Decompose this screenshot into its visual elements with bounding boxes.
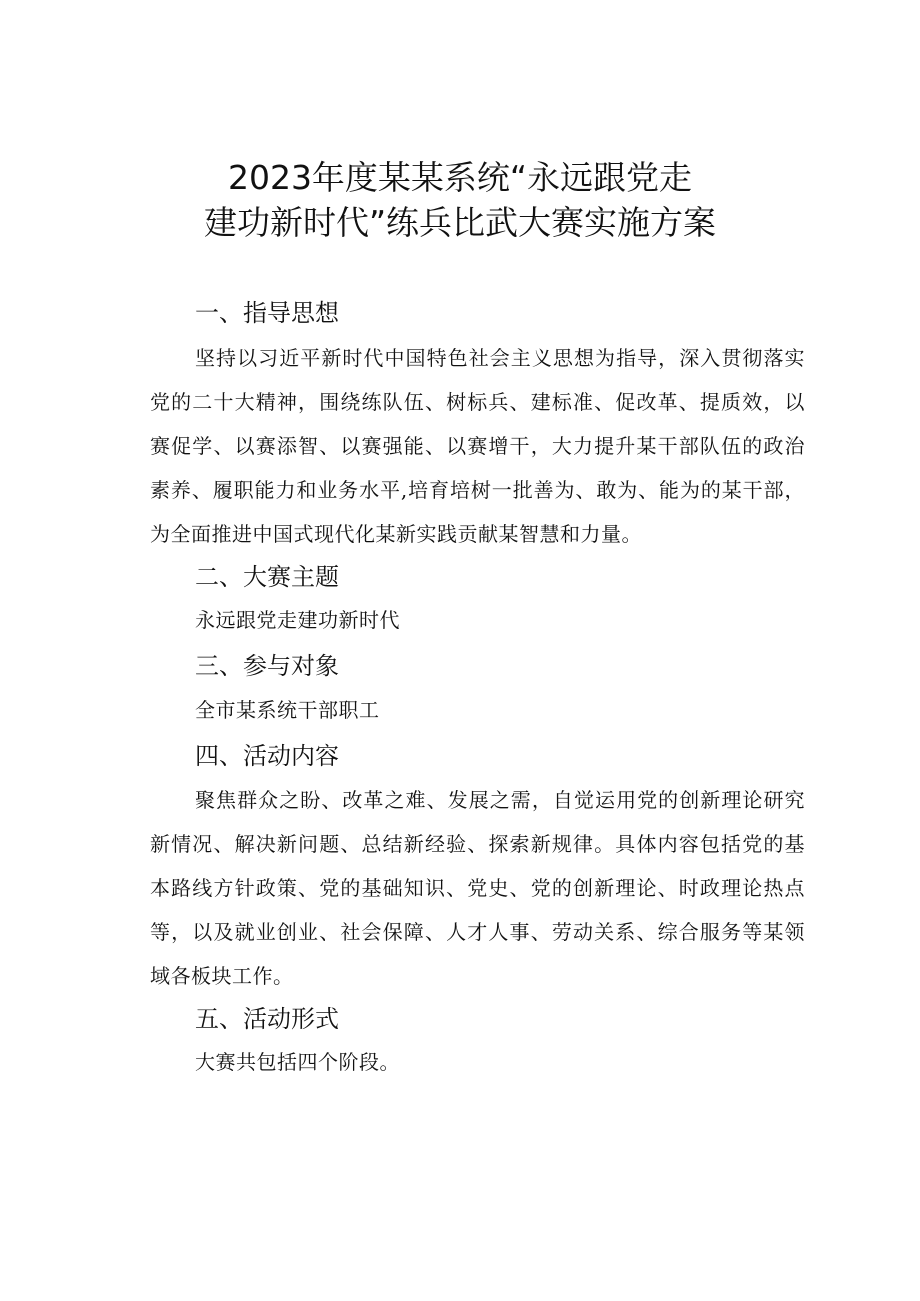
section-heading-activity-format: 五、活动形式 xyxy=(195,1005,339,1033)
section-body-guiding-ideology: 坚持以习近平新时代中国特色社会主义思想为指导，深入贯彻落实党的二十大精神，围绕练队伍、树标兵、建标准、促改革、提质效，以赛促学、以赛添智、以赛强能、以赛增干，大力提升某干部队伍的政治素养、履职能力和业务水平,培育培树一批善为、敢为、能为的某干部，为全面推进中国式现代化某新实践贡献某智慧和力量。 xyxy=(150,346,805,546)
section-body-activity-format: 大赛共包括四个阶段。 xyxy=(195,1050,400,1074)
section-body-participants: 全市某系统干部职工 xyxy=(195,698,380,722)
section-heading-theme: 二、大赛主题 xyxy=(195,563,339,591)
section-body-theme: 永远跟党走建功新时代 xyxy=(195,608,400,632)
section-heading-guiding-ideology: 一、指导思想 xyxy=(195,299,339,327)
section-body-activity-content: 聚焦群众之盼、改革之难、发展之需，自觉运用党的创新理论研究新情况、解决新问题、总结新经验、探索新规律。具体内容包括党的基本路线方针政策、党的基础知识、党史、党的创新理论、时政理论热点等，以及就业创业、社会保障、人才人事、劳动关系、综合服务等某领域各板块工作。 xyxy=(150,788,805,988)
document-title-line-2: 建功新时代”练兵比武大赛实施方案 xyxy=(203,203,717,242)
section-heading-activity-content: 四、活动内容 xyxy=(195,742,339,770)
section-heading-participants: 三、参与对象 xyxy=(195,652,339,680)
document-title-line-1: 2023年度某某系统“永远跟党走 xyxy=(227,158,693,197)
